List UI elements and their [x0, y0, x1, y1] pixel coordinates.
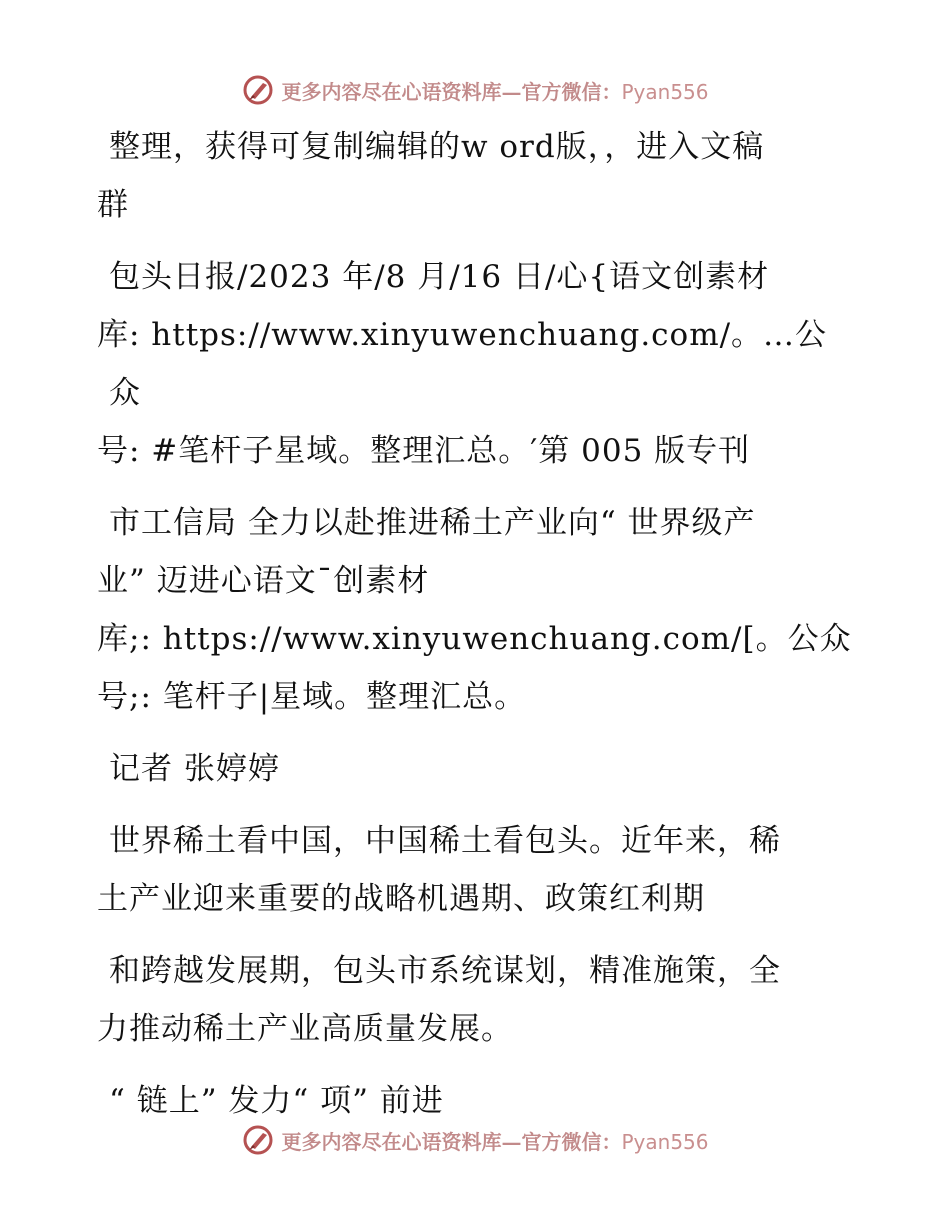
- document-body: [97, 118, 857, 1144]
- paragraph-headline: 市工信局 全力以赴推进稀土产业向“ 世界级产 业” 迈进心语文¯创素材: [97, 505, 756, 599]
- watermark-text: 更多内容尽在心语资料库—官方微信：Pyan556: [281, 1129, 709, 1154]
- watermark-text: 更多内容尽在心语资料库—官方微信：Pyan556: [281, 79, 709, 104]
- pen-logo-icon: [241, 1123, 275, 1157]
- paragraph-reporter: 记者 张婷婷: [109, 751, 280, 787]
- header-watermark: [0, 70, 950, 110]
- paragraph-source: 包头日报/2023 年/8 月/16 日/心{语文创素材 库: https://www.xinyuwenchuang.com/。…公众 号: #笔杆子星域。整理汇总。′第 005 版专刊: [97, 259, 828, 469]
- paragraph-intro: 整理，获得可复制编辑的w ord版，，进入文稿 群: [97, 129, 765, 223]
- pen-logo-icon: [241, 73, 275, 107]
- paragraph-body: 和跨越发展期，包头市系统谋划，精准施策，全 力推动稀土产业高质量发展。: [97, 953, 781, 1047]
- section-heading: “ 链上” 发力“ 项” 前进: [109, 1083, 444, 1119]
- paragraph-source-2: 库;: https://www.xinyuwenchuang.com/[。公众 号;: 笔杆子|星域。整理汇总。: [97, 621, 852, 715]
- paragraph-lead: 世界稀土看中国，中国稀土看包头。近年来，稀 土产业迎来重要的战略机遇期、政策红利期: [97, 823, 781, 917]
- footer-watermark: [0, 1120, 950, 1160]
